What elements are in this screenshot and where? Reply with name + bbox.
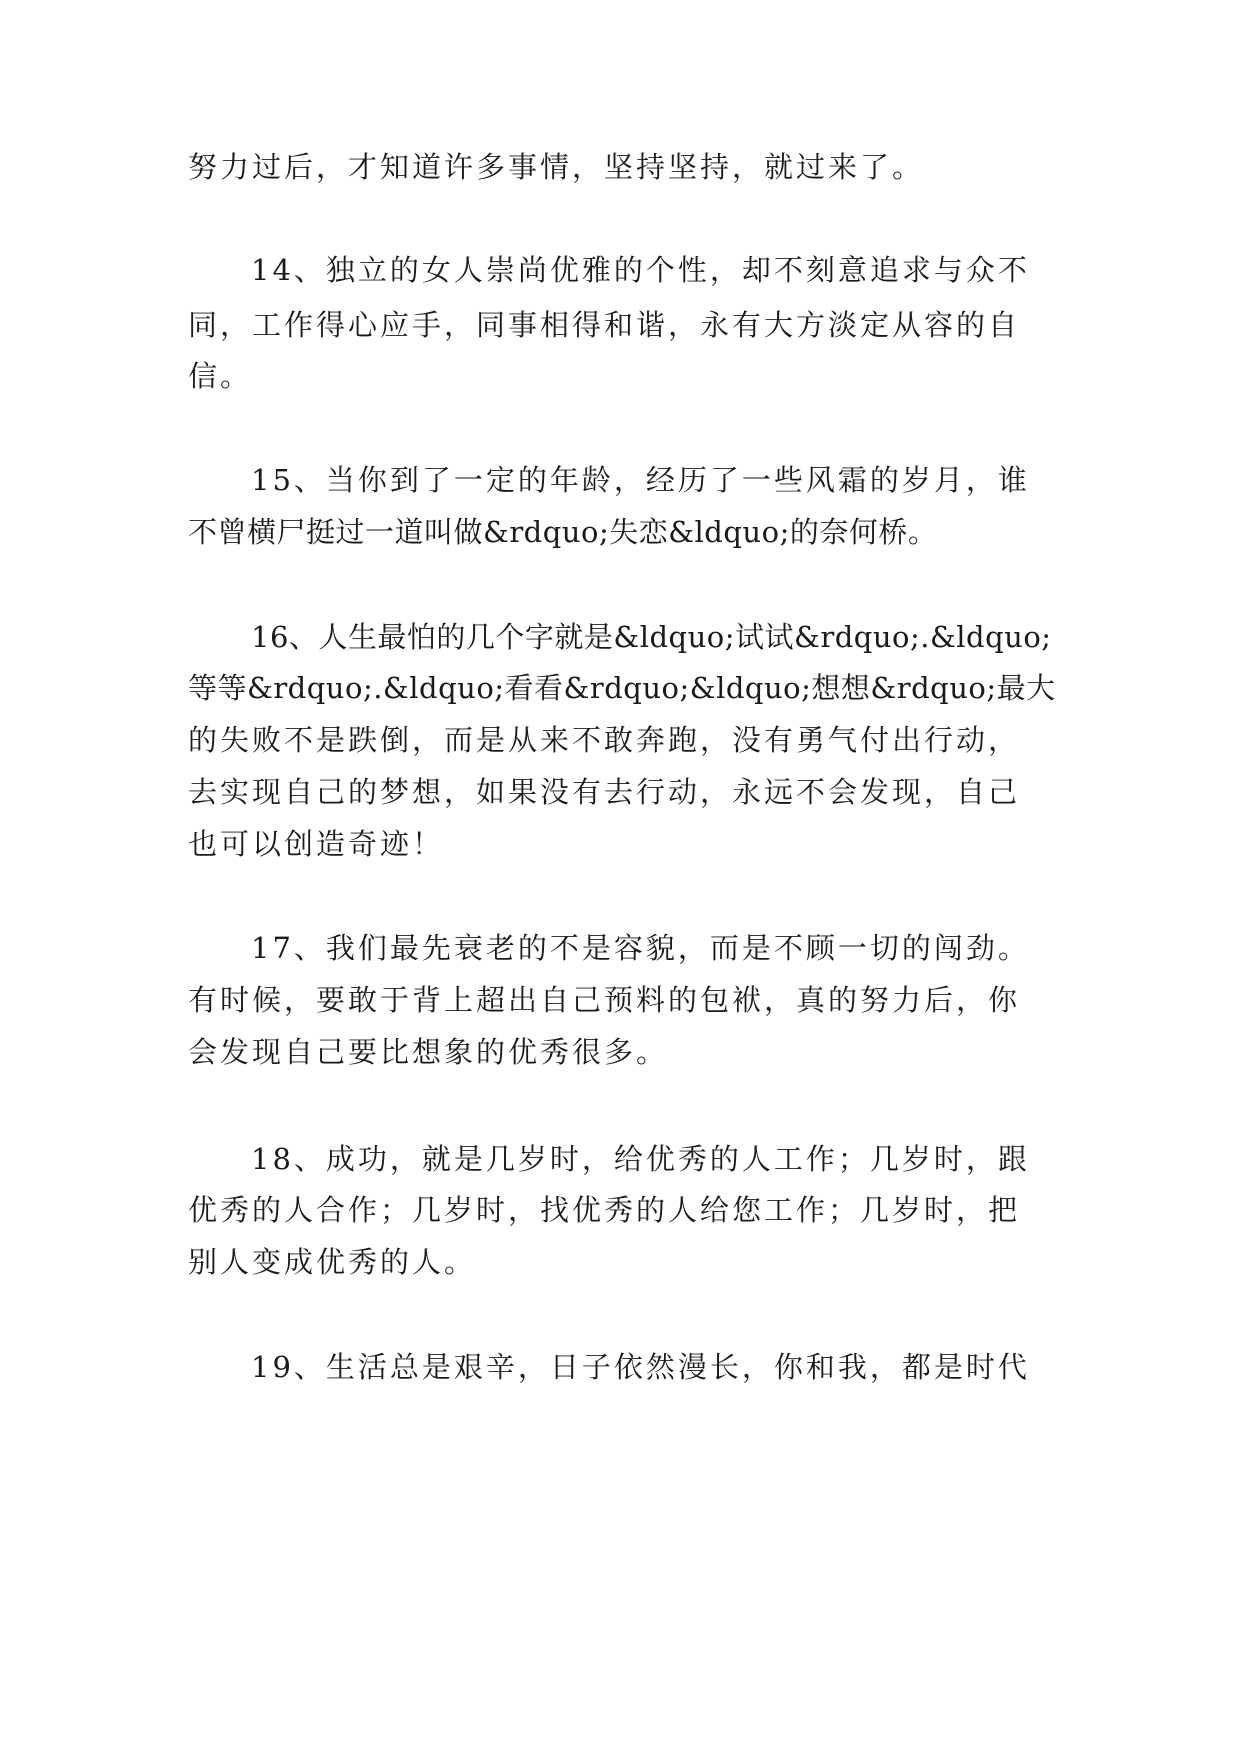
paragraph-13-line-1: 努力过后，才知道许多事情，坚持坚持，就过来了。: [188, 150, 925, 184]
paragraph-17-line-3: 会发现自己要比想象的优秀很多。: [188, 1035, 669, 1069]
paragraph-14-line-1: 14、独立的女人崇尚优雅的个性，却不刻意追求与众不: [251, 253, 1030, 287]
paragraph-18-line-2: 优秀的人合作；几岁时，找优秀的人给您工作；几岁时，把: [188, 1193, 1021, 1227]
paragraph-18-line-1: 18、成功，就是几岁时，给优秀的人工作；几岁时，跟: [251, 1142, 1030, 1176]
paragraph-16-line-1: 16、人生最怕的几个字就是&ldquo;试试&rdquo;.&ldquo;: [251, 620, 1052, 654]
paragraph-16-line-2: 等等&rdquo;.&ldquo;看看&rdquo;&ldquo;想想&rdquo;最大: [188, 671, 1056, 705]
paragraph-16-line-3: 的失败不是跌倒，而是从来不敢奔跑，没有勇气付出行动，: [188, 723, 1021, 757]
paragraph-19-line-1: 19、生活总是艰辛，日子依然漫长，你和我，都是时代: [251, 1350, 1030, 1384]
paragraph-16-line-5: 也可以创造奇迹！: [188, 827, 445, 861]
paragraph-17-line-1: 17、我们最先衰老的不是容貌，而是不顾一切的闯劲。: [251, 931, 1030, 965]
paragraph-14-line-3: 信。: [188, 359, 253, 393]
paragraph-15-line-1: 15、当你到了一定的年龄，经历了一些风霜的岁月，谁: [251, 463, 1030, 497]
paragraph-14-line-2: 同，工作得心应手，同事相得和谐，永有大方淡定从容的自: [188, 308, 1021, 342]
paragraph-16-line-4: 去实现自己的梦想，如果没有去行动，永远不会发现，自己: [188, 775, 1021, 809]
paragraph-15-line-2: 不曾横尸挺过一道叫做&rdquo;失恋&ldquo;的奈何桥。: [188, 515, 938, 549]
paragraph-17-line-2: 有时候，要敢于背上超出自己预料的包袱，真的努力后，你: [188, 983, 1021, 1017]
paragraph-18-line-3: 别人变成优秀的人。: [188, 1245, 477, 1279]
